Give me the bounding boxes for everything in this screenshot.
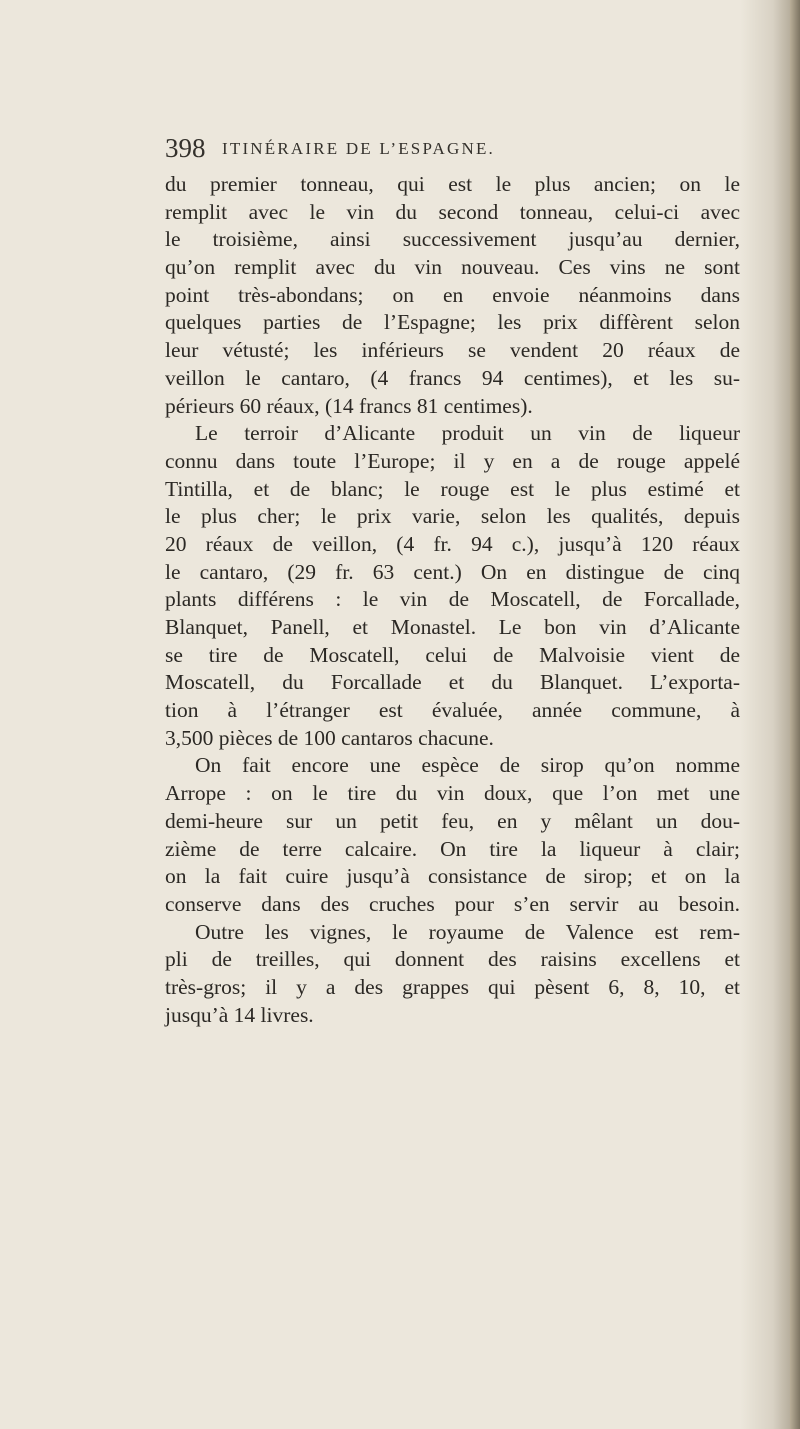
text-line: veillon le cantaro, (4 francs 94 centimes), et les su-	[165, 365, 740, 390]
text-line: jusqu’à 14 livres.	[165, 1002, 314, 1027]
text-line: 3,500 pièces de 100 cantaros chacune.	[165, 725, 494, 750]
text-line: tion à l’étranger est évaluée, année commune, à	[165, 698, 740, 723]
text-line: Arrope : on le tire du vin doux, que l’on met une	[165, 781, 740, 806]
text-line: remplit avec le vin du second tonneau, celui-ci avec	[165, 199, 740, 224]
text-line: se tire de Moscatell, celui de Malvoisie vient de	[165, 642, 740, 667]
text-line: le troisième, ainsi successivement jusqu’au dernier,	[165, 227, 740, 252]
text-line: Moscatell, du Forcallade et du Blanquet. L’exporta-	[165, 670, 740, 695]
text-line: demi-heure sur un petit feu, en y mêlant un dou-	[165, 808, 740, 833]
text-line: pli de treilles, qui donnent des raisins excellens et	[165, 947, 740, 972]
text-line: Le terroir d’Alicante produit un vin de liqueur	[195, 421, 740, 446]
text-line: point très-abondans; on en envoie néanmoins dans	[165, 282, 740, 307]
page-number: 398	[165, 133, 206, 163]
text-line: quelques parties de l’Espagne; les prix diffèrent selon	[165, 310, 740, 335]
page-edge	[790, 0, 800, 1429]
text-line: très-gros; il y a des grappes qui pèsent 6, 8, 10, et	[165, 974, 740, 999]
text-line: zième de terre calcaire. On tire la liqueur à clair;	[165, 836, 740, 861]
text-line: on la fait cuire jusqu’à consistance de sirop; et on la	[165, 864, 740, 889]
text-line: le plus cher; le prix varie, selon les qualités, depuis	[165, 504, 740, 529]
text-line: le cantaro, (29 fr. 63 cent.) On en distingue de cinq	[165, 559, 740, 584]
text-line: Outre les vignes, le royaume de Valence est rem-	[195, 919, 740, 944]
text-line: leur vétusté; les inférieurs se vendent 20 réaux de	[165, 338, 740, 363]
running-head: ITINÉRAIRE DE L’ESPAGNE.	[222, 139, 496, 158]
text-line: du premier tonneau, qui est le plus ancien; on le	[165, 172, 740, 196]
page-header	[165, 133, 745, 163]
text-line: périeurs 60 réaux, (14 francs 81 centimes).	[165, 393, 533, 418]
text-line: plants différens : le vin de Moscatell, de Forcallade,	[165, 587, 740, 612]
text-line: connu dans toute l’Europe; il y en a de rouge appelé	[165, 448, 740, 473]
body-text	[165, 171, 740, 1029]
text-line: qu’on remplit avec du vin nouveau. Ces vins ne sont	[165, 255, 740, 280]
text-line: conserve dans des cruches pour s’en servir au besoin.	[165, 891, 740, 916]
text-line: 20 réaux de veillon, (4 fr. 94 c.), jusqu’à 120 réaux	[165, 531, 740, 556]
text-line: Tintilla, et de blanc; le rouge est le plus estimé et	[165, 476, 740, 501]
text-line: On fait encore une espèce de sirop qu’on nomme	[195, 753, 740, 778]
text-line: Blanquet, Panell, et Monastel. Le bon vin d’Alicante	[165, 615, 740, 639]
